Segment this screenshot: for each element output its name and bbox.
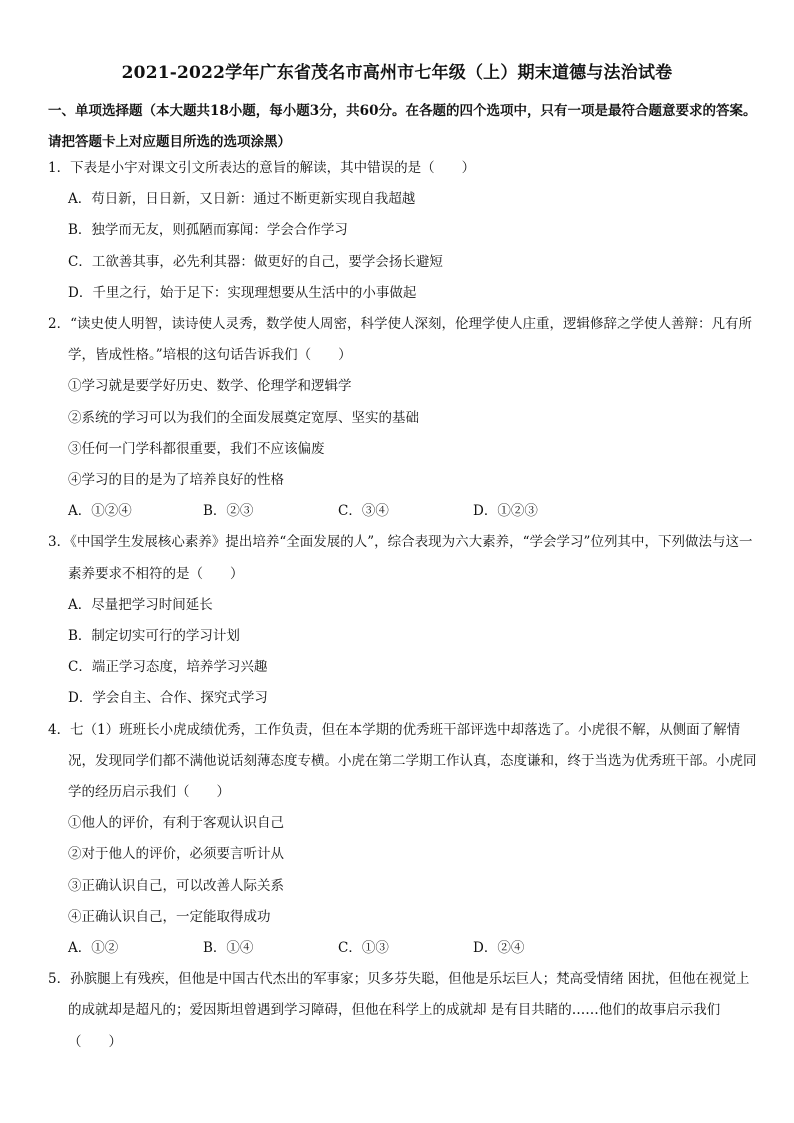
option-b: B．独学而无友，则孤陋而寡闻：学会合作学习 xyxy=(68,222,348,239)
statement-2: ②系统的学习可以为我们的全面发展奠定宽厚、坚实的基础 xyxy=(68,409,419,426)
question-3 xyxy=(48,527,760,714)
question-2 xyxy=(48,309,760,527)
statement-3: ③任何一门学科都很重要，我们不应该偏废 xyxy=(68,440,325,457)
question-stem: 2．“读史使人明智，读诗使人灵秀，数学使人周密，科学使人深刻，伦理学使人庄重，逻辑修辞之学使人善辩：凡有所学，皆成性格。”培根的这句话告诉我们（ ） xyxy=(48,316,752,364)
question-stem: 5．孙膑腿上有残疾，但他是中国古代杰出的军事家；贝多芬失聪，但他是乐坛巨人；梵高受情绪 困扰，但他在视觉上的成就却是超凡的；爱因斯坦曾遇到学习障碍，但他在科学上的成就却 是有目共睹的……他们的故事启示我们（ ） xyxy=(48,971,750,1050)
option-c: C．工欲善其事，必先利其器：做更好的自己，要学会扬长避短 xyxy=(68,253,443,270)
choice-d: D．②④ xyxy=(473,940,525,957)
choice-b: B．②③ xyxy=(203,503,254,520)
choice-d: D．①②③ xyxy=(473,503,538,520)
question-5 xyxy=(48,964,760,1058)
question-list xyxy=(48,153,760,1058)
question-stem: 1．下表是小宇对课文引文所表达的意旨的解读，其中错误的是（ ） xyxy=(48,160,476,176)
choice-b: B．①④ xyxy=(203,940,254,957)
statement-3: ③正确认识自己，可以改善人际关系 xyxy=(68,877,284,894)
choice-a: A．①②④ xyxy=(68,503,132,520)
question-stem: 4．七（1）班班长小虎成绩优秀，工作负责，但在本学期的优秀班干部评选中却落选了。小虎很不解，从侧面了解情况，发现同学们都不满他说话刻薄态度专横。小虎在第二学期工作认真，态度谦和，终于当选为优秀班干部。小虎同学的经历启示我们（ ） xyxy=(48,721,757,801)
choice-c: C．①③ xyxy=(338,940,389,957)
page-title: 2021-2022学年广东省茂名市高州市七年级（上）期末道德与法治试卷 xyxy=(121,63,673,83)
choice-c: C．③④ xyxy=(338,503,389,520)
section-heading: 一、单项选择题（本大题共18小题，每小题3分，共60分。在各题的四个选项中，只有一项是最符合题意要求的答案。请把答题卡上对应题目所选的选项涂黑） xyxy=(48,103,757,150)
choice-row xyxy=(48,496,760,527)
option-b: B．制定切实可行的学习计划 xyxy=(68,628,240,645)
option-d: D．学会自主、合作、探究式学习 xyxy=(68,690,268,707)
option-a: A．苟日新，日日新，又日新：通过不断更新实现自我超越 xyxy=(68,191,416,208)
option-c: C．端正学习态度，培养学习兴趣 xyxy=(68,659,268,676)
statement-4: ④学习的目的是为了培养良好的性格 xyxy=(68,472,284,489)
statement-1: ①学习就是要学好历史、数学、伦理学和逻辑学 xyxy=(68,378,352,395)
statement-4: ④正确认识自己，一定能取得成功 xyxy=(68,908,271,925)
question-1 xyxy=(48,153,760,309)
choice-a: A．①② xyxy=(68,940,119,957)
option-a: A．尽量把学习时间延长 xyxy=(68,596,213,613)
statement-2: ②对于他人的评价，必须要言听计从 xyxy=(68,846,284,863)
choice-row xyxy=(48,933,760,964)
statement-1: ①他人的评价，有利于客观认识自己 xyxy=(68,815,284,832)
question-4 xyxy=(48,715,760,965)
option-d: D．千里之行，始于足下：实现理想要从生活中的小事做起 xyxy=(68,284,417,301)
question-stem: 3．《中国学生发展核心素养》提出培养“全面发展的人”，综合表现为六大素养，“学会学习”位列其中，下列做法与这一素养要求不相符的是（ ） xyxy=(48,534,753,582)
